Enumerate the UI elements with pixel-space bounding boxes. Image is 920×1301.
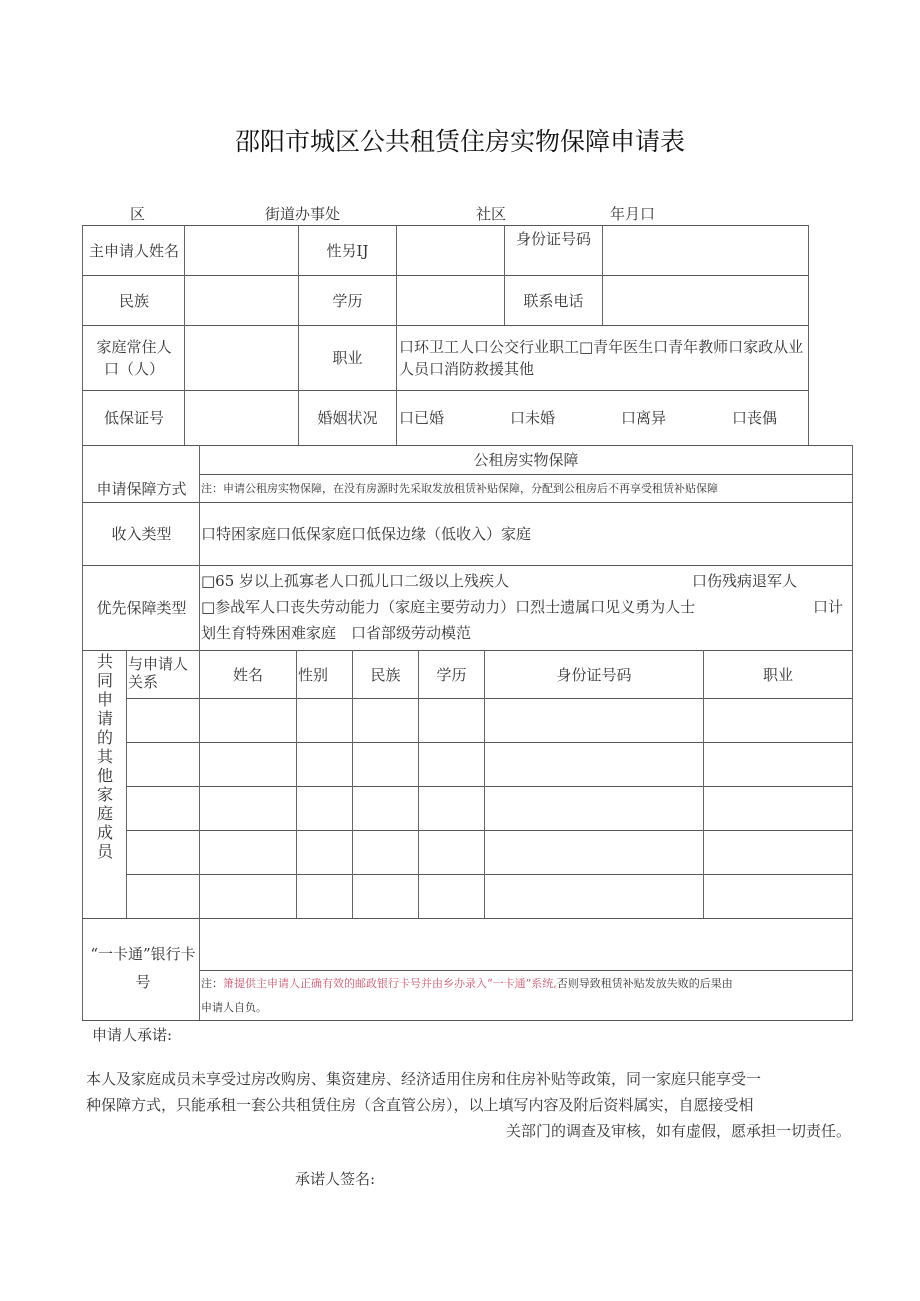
marital-option-divorced[interactable]: 口离异	[621, 409, 667, 427]
gender-label: 性另IJ	[326, 241, 369, 260]
ethnicity-label: 民族	[118, 291, 149, 310]
income-type-label: 收入类型	[111, 525, 172, 543]
table-row[interactable]	[127, 699, 852, 742]
priority-line1-right: 口伤残病退军人	[692, 572, 798, 590]
column-header-occupation: 职业	[762, 665, 793, 684]
priority-line2-left: □参战军人口丧失劳动能力（家庭主要劳动力）口烈士遗属口见义勇为人士	[201, 598, 696, 616]
pledge-line-2: 种保障方式，只能承租一套公共租赁住房（含直管公房），以上填写内容及附后资料属实，自愿接受相	[86, 1096, 754, 1114]
guarantee-method-label: 申请保障方式	[96, 480, 187, 498]
marital-option-unmarried[interactable]: 口未婚	[510, 409, 556, 427]
marital-option-married[interactable]: 口已婚	[399, 409, 445, 427]
column-header-ethnicity: 民族	[370, 665, 401, 684]
column-header-id-number: 身份证号码	[556, 665, 632, 684]
applicant-name-label: 主申请人姓名	[88, 241, 179, 260]
bank-card-label: “一卡通”银行卡号	[90, 945, 196, 991]
table-row[interactable]	[127, 875, 852, 918]
low-income-cert-field[interactable]	[185, 391, 298, 445]
bank-card-note-warning: 箫提供主申请人正确有效的邮政银行卡号并由乡办录入“一卡通”系统,	[223, 977, 557, 990]
table-row[interactable]	[127, 831, 852, 874]
community-label: 社区	[476, 205, 507, 223]
district-label: 区	[130, 205, 146, 223]
id-number-label: 身份证号码	[515, 230, 591, 248]
signature-field[interactable]	[390, 1166, 590, 1192]
low-income-cert-label: 低保证号	[103, 409, 164, 427]
ethnicity-field[interactable]	[185, 276, 298, 325]
column-header-name: 姓名	[232, 665, 263, 684]
priority-line3: 划生育特殊困难家庭 口省部级劳动模范	[201, 624, 472, 642]
bank-card-field[interactable]	[200, 919, 852, 970]
table-row[interactable]	[127, 787, 852, 830]
priority-line2-right: 口计	[813, 598, 844, 616]
phone-field[interactable]	[603, 276, 808, 325]
applicant-name-field[interactable]	[185, 226, 298, 275]
priority-line1-left: □65 岁以上孤寡老人口孤儿口二级以上残疾人	[201, 572, 510, 590]
priority-type-options[interactable]	[201, 568, 851, 646]
income-type-options[interactable]: 口特困家庭口低保家庭口低保边缘（低收入）家庭	[201, 525, 532, 543]
column-header-gender: 性别	[298, 665, 329, 684]
pledge-heading: 申请人承诺:	[92, 1026, 173, 1044]
family-members-side-label: 共同申请的其他家庭成员	[96, 652, 113, 861]
guarantee-method-value: 公租房实物保障	[473, 451, 579, 469]
education-field[interactable]	[397, 276, 504, 325]
phone-label: 联系电话	[523, 291, 584, 310]
id-number-field[interactable]	[603, 226, 808, 275]
date-label: 年月口	[610, 205, 656, 223]
pledge-line-1: 本人及家庭成员未享受过房改购房、集资建房、经济适用住房和住房补贴等政策，同一家庭只能享受一	[86, 1070, 762, 1088]
family-member-rows	[127, 699, 852, 918]
occupation-label: 职业	[332, 349, 363, 367]
occupation-options[interactable]: 口环卫工人口公交行业职工□青年医生口青年教师口家政从业人员口消防救援其他	[399, 338, 804, 378]
page-title: 邵阳市城区公共租赁住房实物保障申请表	[234, 127, 685, 156]
marital-status-label: 婚姻状况	[317, 409, 378, 427]
pledge-line-3: 关部门的调查及审核，如有虚假，愿承担一切责任。	[505, 1122, 851, 1140]
signature-label: 承诺人签名:	[295, 1170, 376, 1188]
household-size-label: 家庭常住人口（人）	[96, 338, 172, 378]
household-size-field[interactable]	[185, 326, 298, 390]
priority-type-label: 优先保障类型	[96, 599, 187, 617]
table-row[interactable]	[127, 743, 852, 786]
education-label: 学历	[332, 291, 363, 310]
gender-field[interactable]	[397, 226, 504, 275]
column-header-relation: 与申请人关系	[128, 655, 189, 691]
column-header-education: 学历	[436, 665, 467, 684]
bank-card-note: 注：箫提供主申请人正确有效的邮政银行卡号并由乡办录入“一卡通”系统,否则导致租赁补贴发放失败的后果由 申请人自负。	[201, 977, 733, 1014]
marital-option-widowed[interactable]: 口丧偶	[732, 409, 778, 427]
street-office-label: 街道办事处	[265, 205, 341, 223]
guarantee-method-note: 注：申请公租房实物保障，在没有房源时先采取发放租赁补贴保障，分配到公租房后不再享受租赁补贴保障	[201, 481, 718, 495]
